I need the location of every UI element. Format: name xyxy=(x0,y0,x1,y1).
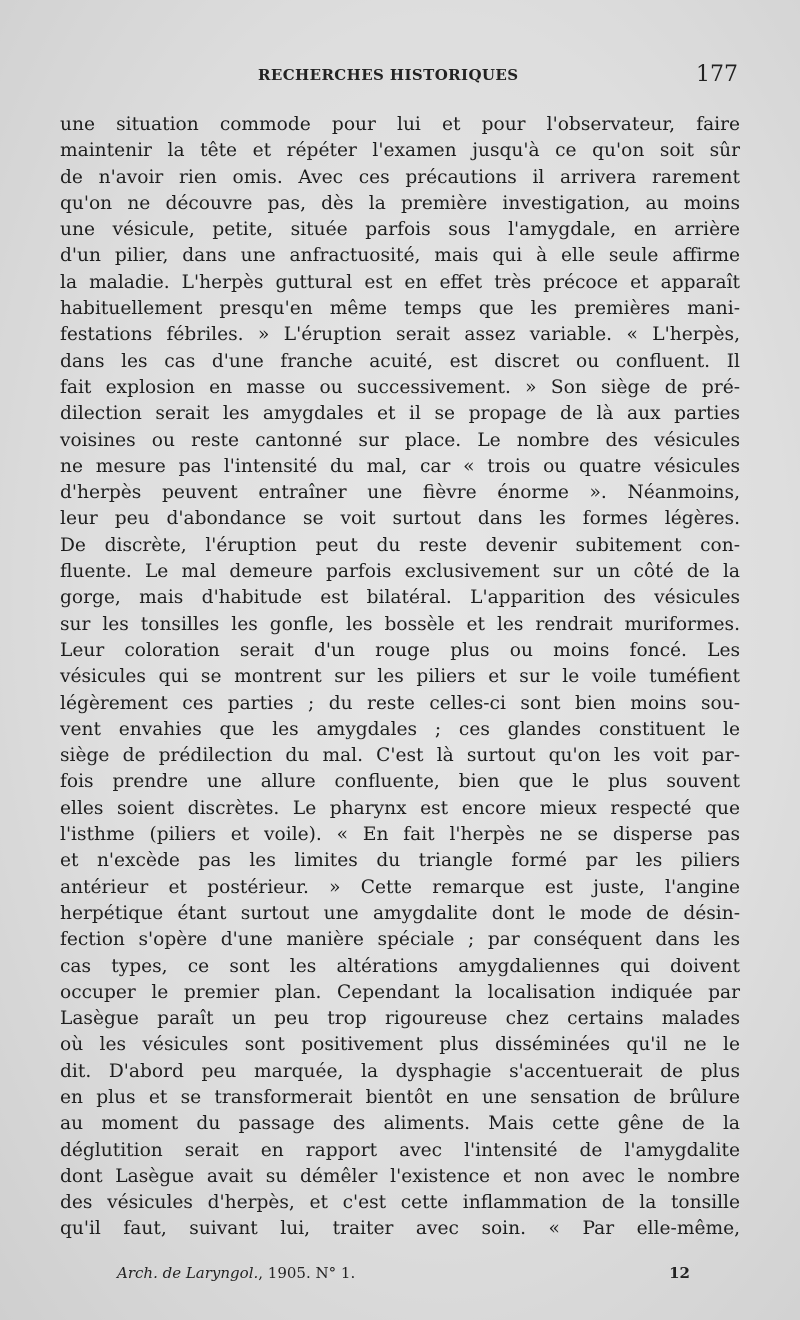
text-line: une vésicule, petite, située parfois sous l'amygdale, en arrière xyxy=(60,219,740,241)
running-title: RECHERCHES HISTORIQUES xyxy=(258,66,519,84)
body-text xyxy=(60,112,740,1243)
text-line: habituellement presqu'en même temps que les premières mani- xyxy=(60,298,740,320)
text-line: vésicules qui se montrent sur les piliers et sur le voile tuméfient xyxy=(60,666,740,688)
text-line: gorge, mais d'habitude est bilatéral. L'apparition des vésicules xyxy=(60,587,740,609)
page-footer xyxy=(60,1264,740,1288)
text-line: où les vésicules sont positivement plus disséminées qu'il ne le xyxy=(60,1034,740,1056)
text-line: occuper le premier plan. Cependant la localisation indiquée par xyxy=(60,981,740,1003)
text-line: dit. D'abord peu marquée, la dysphagie s'accentuerait de plus xyxy=(60,1060,740,1082)
text-line: légèrement ces parties ; du reste celles-ci sont bien moins sou- xyxy=(60,692,740,714)
text-line: une situation commode pour lui et pour l'observateur, faire xyxy=(60,114,740,135)
text-line: siège de prédilection du mal. C'est là surtout qu'on les voit par- xyxy=(60,745,740,767)
text-line: fait explosion en masse ou successivement. » Son siège de pré- xyxy=(60,376,740,398)
text-line: vent envahies que les amygdales ; ces glandes constituent le xyxy=(60,718,740,740)
text-line: d'un pilier, dans une anfractuosité, mais qui à elle seule affirme xyxy=(60,245,740,267)
text-line: au moment du passage des aliments. Mais cette gêne de la xyxy=(60,1113,740,1135)
text-line: l'isthme (piliers et voile). « En fait l'herpès ne se disperse pas xyxy=(60,824,740,846)
text-line: et n'excède pas les limites du triangle formé par les piliers xyxy=(60,850,740,872)
text-line: de n'avoir rien omis. Avec ces précautions il arrivera rarement xyxy=(60,166,740,188)
text-line: maintenir la tête et répéter l'examen jusqu'à ce qu'on soit sûr xyxy=(60,140,740,162)
text-line: leur peu d'abondance se voit surtout dans les formes légères. xyxy=(60,508,740,530)
text-line: dans les cas d'une franche acuité, est discret ou confluent. Il xyxy=(60,350,740,372)
text-line: voisines ou reste cantonné sur place. Le nombre des vésicules xyxy=(60,429,740,451)
text-line: herpétique étant surtout une amygdalite dont le mode de désin- xyxy=(60,902,740,924)
text-line: en plus et se transformerait bientôt en une sensation de brûlure xyxy=(60,1086,740,1108)
text-line: dilection serait les amygdales et il se propage de là aux parties xyxy=(60,403,740,425)
page-number: 177 xyxy=(696,62,738,87)
page-header xyxy=(60,62,738,92)
citation-details: , 1905. N° 1. xyxy=(258,1264,356,1282)
text-line: fois prendre une allure confluente, bien que le plus souvent xyxy=(60,771,740,793)
text-line: cas types, ce sont les altérations amygdaliennes qui doivent xyxy=(60,955,740,977)
text-line: dont Lasègue avait su démêler l'existence et non avec le nombre xyxy=(60,1165,740,1187)
text-line: antérieur et postérieur. » Cette remarque est juste, l'angine xyxy=(60,876,740,898)
text-line: la maladie. L'herpès guttural est en effet très précoce et apparaît xyxy=(60,271,740,293)
text-line: qu'il faut, suivant lui, traiter avec soin. « Par elle-même, xyxy=(60,1218,740,1240)
text-line: qu'on ne découvre pas, dès la première investigation, au moins xyxy=(60,192,740,214)
text-line: sur les tonsilles les gonfle, les bossèle et les rendrait muriformes. xyxy=(60,613,740,635)
footer-citation xyxy=(117,1264,355,1282)
text-line: Leur coloration serait d'un rouge plus ou moins foncé. Les xyxy=(60,639,740,661)
text-line: elles soient discrètes. Le pharynx est encore mieux respecté que xyxy=(60,797,740,819)
text-line: De discrète, l'éruption peut du reste devenir subitement con- xyxy=(60,534,740,556)
text-line: d'herpès peuvent entraîner une fièvre énorme ». Néanmoins, xyxy=(60,482,740,504)
signature-mark: 12 xyxy=(669,1264,690,1282)
text-line: des vésicules d'herpès, et c'est cette inflammation de la tonsille xyxy=(60,1192,740,1214)
text-line: fection s'opère d'une manière spéciale ; par conséquent dans les xyxy=(60,929,740,951)
citation-journal: Arch. de Laryngol. xyxy=(117,1264,259,1282)
text-line: déglutition serait en rapport avec l'intensité de l'amygdalite xyxy=(60,1139,740,1161)
text-line: festations fébriles. » L'éruption serait assez variable. « L'herpès, xyxy=(60,324,740,346)
text-line: fluente. Le mal demeure parfois exclusivement sur un côté de la xyxy=(60,561,740,583)
text-line: ne mesure pas l'intensité du mal, car « trois ou quatre vésicules xyxy=(60,455,740,477)
text-line: Lasègue paraît un peu trop rigoureuse chez certains malades xyxy=(60,1008,740,1030)
